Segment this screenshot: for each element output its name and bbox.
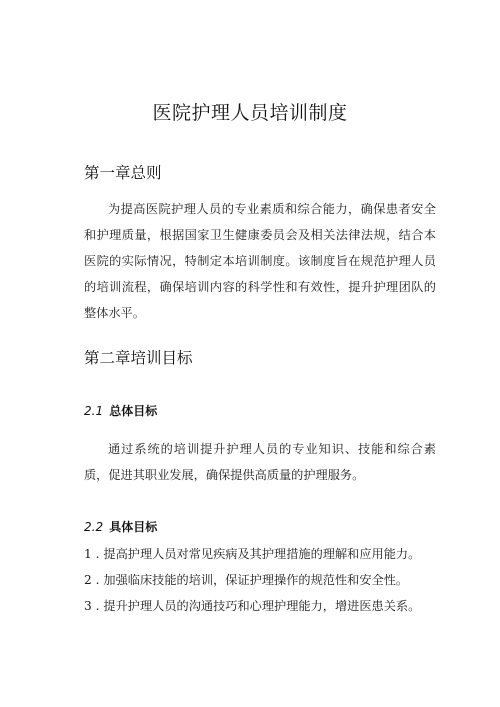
list-item: 3 . 提升护理人员的沟通技巧和心理护理能力，增进医患关系。 [84,599,421,613]
section-2-2-number: 2.2 [84,520,104,534]
list-item: 2 . 加强临床技能的培训，保证护理操作的规范性和安全性。 [84,573,409,587]
section-2-2-heading [84,518,157,535]
document-title: 医院护理人员培训制度 [152,102,348,124]
section-2-1-paragraph: 通过系统的培训提升护理人员的专业知识、技能和综合素质，促进其职业发展，确保提供高质量的护理服务。 [84,442,436,482]
chapter-2-heading: 第二章培训目标 [84,349,193,367]
section-2-1-number: 2.1 [84,404,104,418]
chapter-1-paragraph: 为提高医院护理人员的专业素质和综合能力，确保患者安全和护理质量，根据国家卫生健康委员会及相关法律法规，结合本医院的实际情况，特制定本培训制度。该制度旨在规范护理人员的培训流程，确保培训内容的科学性和有效性，提升护理团队的整体水平。 [84,202,436,320]
section-2-1-heading [84,402,157,419]
section-2-1-title: 总体目标 [109,404,158,418]
chapter-1-heading: 第一章总则 [84,164,162,182]
section-2-2-title: 具体目标 [109,520,158,534]
specific-goals-list [84,541,444,619]
list-item: 1 . 提高护理人员对常见疾病及其护理措施的理解和应用能力。 [84,547,421,561]
